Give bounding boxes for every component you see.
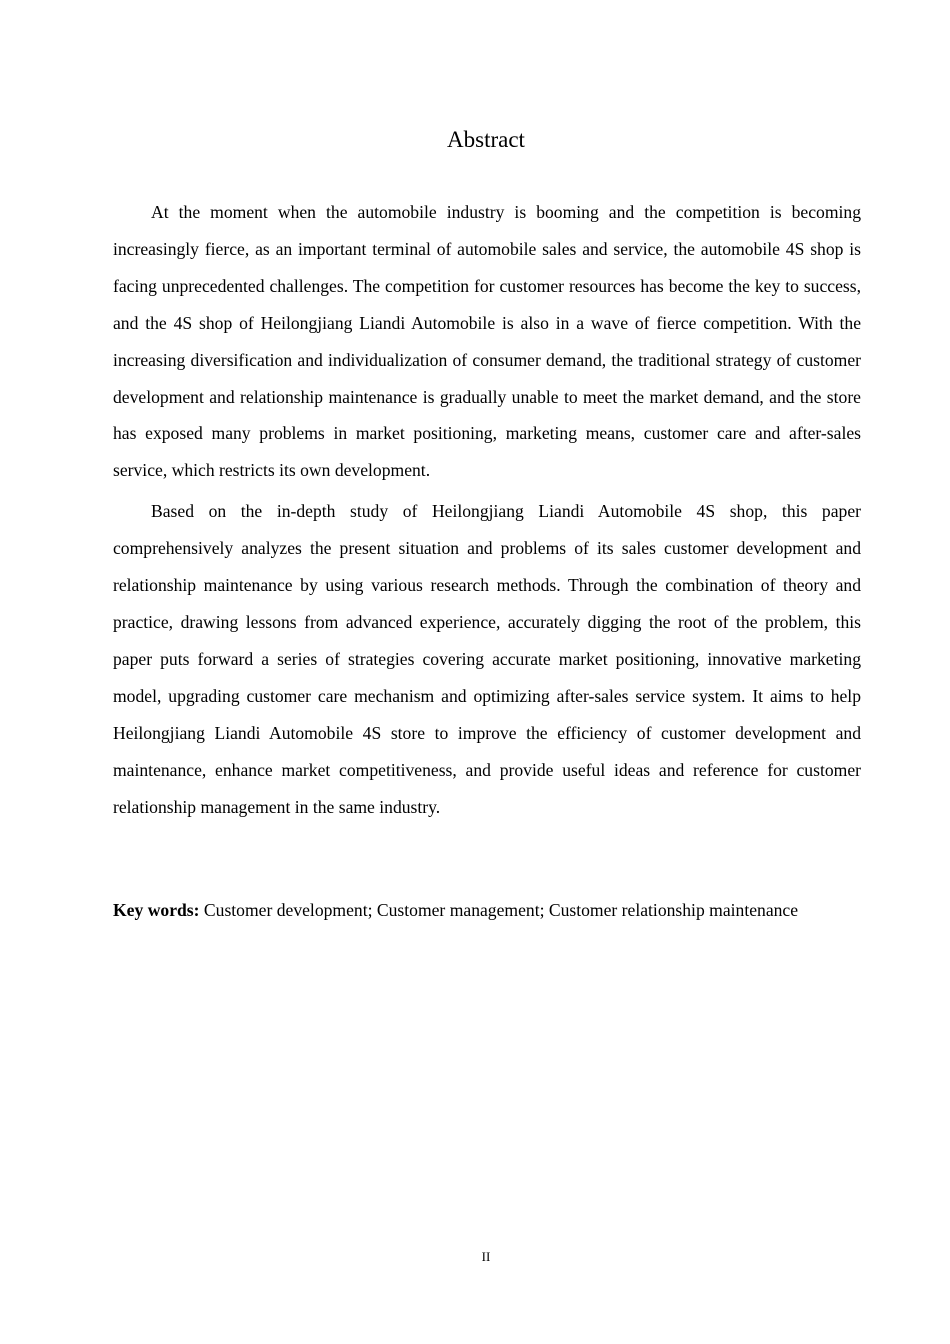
abstract-title: Abstract	[447, 127, 525, 152]
keywords-line	[113, 894, 873, 926]
abstract-paragraph-2: Based on the in-depth study of Heilongjiang Liandi Automobile 4S shop, this paper comprehensively analyzes the present situation and problems of its sales customer development and relationship maintenance by using various research methods. Through the combination of theory and practice, drawing lessons from advanced experience, accurately digging the root of the problem, this paper puts forward a series of strategies covering accurate market positioning, innovative marketing model, upgrading customer care mechanism and optimizing after-sales service system. It aims to help Heilongjiang Liandi Automobile 4S store to improve the efficiency of customer development and maintenance, enhance market competitiveness, and provide useful ideas and reference for customer relationship management in the same industry.	[113, 501, 861, 817]
page-number: II	[481, 1249, 491, 1264]
keywords-label: Key words:	[113, 900, 200, 920]
abstract-body	[113, 194, 861, 829]
abstract-paragraph-1: At the moment when the automobile industry is booming and the competition is becoming increasingly fierce, as an important terminal of automobile sales and service, the automobile 4S shop is facing unprecedented challenges. The competition for customer resources has become the key to success, and the 4S shop of Heilongjiang Liandi Automobile is also in a wave of fierce competition. With the increasing diversification and individualization of consumer demand, the traditional strategy of customer development and relationship maintenance is gradually unable to meet the market demand, and the store has exposed many problems in market positioning, marketing means, customer care and after-sales service, which restricts its own development.	[113, 202, 861, 481]
keywords-text: Customer development; Customer management; Customer relationship maintenance	[203, 900, 799, 920]
